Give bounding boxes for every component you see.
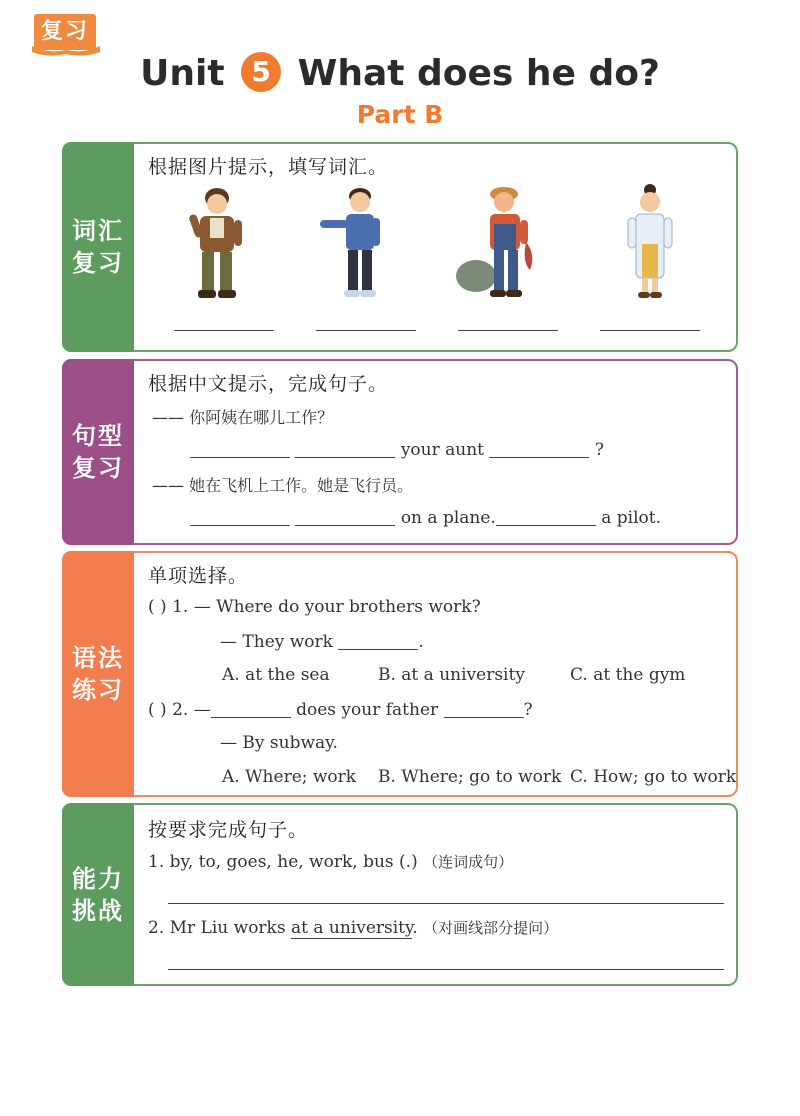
answer-line[interactable] <box>168 969 724 970</box>
answer-line[interactable] <box>174 330 274 331</box>
pilot-illustration <box>182 184 252 304</box>
grammar-q1-option-b: B. at a university <box>378 665 525 685</box>
sentence-section <box>62 359 738 545</box>
challenge-section <box>62 803 738 986</box>
page-title <box>0 52 800 94</box>
answer-line[interactable] <box>458 330 558 331</box>
badge-label: 复习 <box>34 14 96 50</box>
underlined-phrase: at a university <box>290 918 413 938</box>
grammar-q2-option-c: C. How; go to work <box>570 767 737 787</box>
grammar-q1-option-a: A. at the sea <box>222 665 330 685</box>
answer-blank[interactable] <box>338 631 418 650</box>
part-label: Part B <box>356 100 444 129</box>
challenge-tab: 能力挑战 <box>62 803 134 986</box>
answer-blank[interactable] <box>190 507 290 526</box>
grammar-q2-option-b: B. Where; go to work <box>378 767 562 787</box>
sentence-q2: on a plane. a pilot. <box>190 507 661 528</box>
grammar-section <box>62 551 738 797</box>
grammar-tab: 语法练习 <box>62 551 134 797</box>
unit-number: 5 <box>241 52 281 92</box>
grammar-q1-option-c: C. at the gym <box>570 665 686 685</box>
answer-line[interactable] <box>600 330 700 331</box>
vocab-section <box>62 142 738 352</box>
vocab-instruction: 根据图片提示，填写词汇。 <box>148 156 389 178</box>
scientist-illustration <box>620 184 680 304</box>
sentence-q1: your aunt ? <box>190 439 604 460</box>
sentence-q1-chinese: —— 你阿姨在哪儿工作？ <box>152 408 334 427</box>
challenge-instruction: 按要求完成句子。 <box>148 819 309 841</box>
unit-title: What does he do? <box>297 53 660 94</box>
unit-label: Unit <box>140 53 225 94</box>
answer-bracket[interactable]: ( ) 1. — <box>148 597 211 617</box>
sentence-tab: 句型复习 <box>62 359 134 545</box>
answer-bracket[interactable]: ( ) 2. — <box>148 700 211 720</box>
answer-blank[interactable] <box>489 439 589 458</box>
grammar-q2: ( ) 2. — does your father ? <box>148 700 533 720</box>
sentence-instruction: 根据中文提示，完成句子。 <box>148 373 389 395</box>
answer-line[interactable] <box>168 903 724 904</box>
grammar-q1-reply: — They work . <box>220 632 424 652</box>
challenge-q2: 2. Mr Liu works at a university. （对画线部分提问） <box>148 918 559 938</box>
grammar-q1: ( ) 1. — Where do your brothers work? <box>148 597 481 617</box>
answer-blank[interactable] <box>496 507 596 526</box>
answer-blank[interactable] <box>295 507 395 526</box>
answer-blank[interactable] <box>295 439 395 458</box>
answer-blank[interactable] <box>444 699 524 718</box>
answer-blank[interactable] <box>211 699 291 718</box>
police-officer-illustration <box>314 184 394 304</box>
grammar-instruction: 单项选择。 <box>148 565 249 587</box>
answer-line[interactable] <box>316 330 416 331</box>
answer-blank[interactable] <box>190 439 290 458</box>
vocab-tab: 词汇复习 <box>62 142 134 352</box>
sentence-q2-chinese: —— 她在飞机上工作。她是飞行员。 <box>152 476 414 495</box>
grammar-q2-option-a: A. Where; work <box>222 767 357 787</box>
challenge-q1: 1. by, to, goes, he, work, bus (.) （连词成句） <box>148 852 514 872</box>
grammar-q2-reply: — By subway. <box>220 733 338 753</box>
fisherman-illustration <box>456 184 546 304</box>
